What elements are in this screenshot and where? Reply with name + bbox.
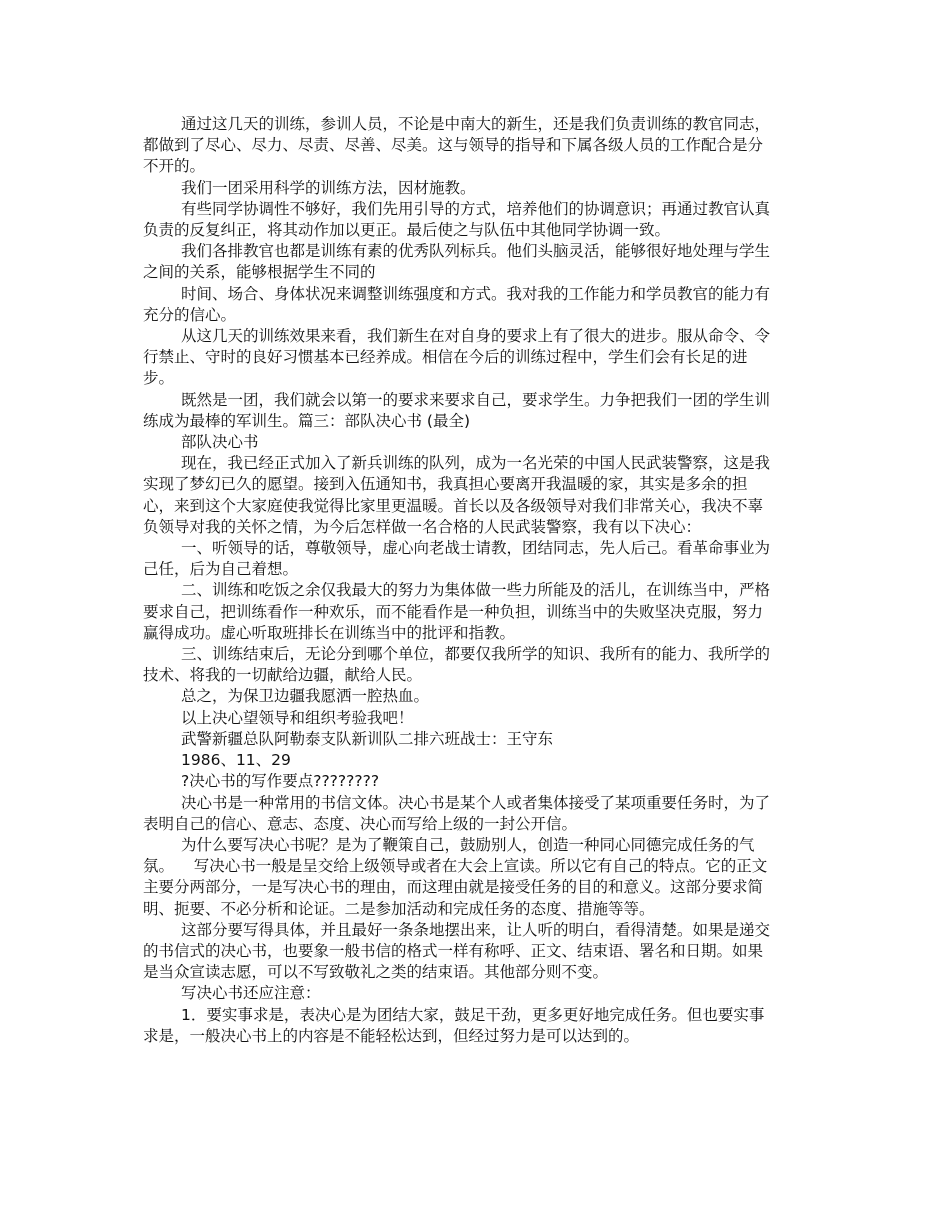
text-line: 之间的关系，能够根据学生不同的 bbox=[143, 263, 376, 282]
text-line: 总之，为保卫边疆我愿洒一腔热血。 bbox=[181, 687, 430, 706]
text-line: 心，来到这个大家庭使我觉得比家里更温暖。首长以及各级领导对我们非常关心，我决不辜 bbox=[143, 496, 764, 515]
text-line: 我们各排教官也都是训练有素的优秀队列标兵。他们头脑灵活，能够很好地处理与学生 bbox=[181, 242, 771, 261]
text-line: 实现了梦幻已久的愿望。接到入伍通知书，我真担心要离开我温暖的家，其实是多余的担 bbox=[143, 475, 748, 494]
text-line: 己任，后为自己着想。 bbox=[143, 560, 299, 579]
text-line: 我们一团采用科学的训练方法，因材施教。 bbox=[181, 178, 476, 197]
text-line: 求是，一般决心书上的内容是不能轻松达到，但经过努力是可以达到的。 bbox=[143, 1026, 640, 1045]
text-line: 为什么要写决心书呢？是为了鞭策自己，鼓励别人，创造一种同心同德完成任务的气 bbox=[181, 835, 755, 854]
text-line: 写决心书还应注意： bbox=[181, 984, 321, 1003]
document-body bbox=[143, 114, 809, 1047]
text-line: 要求自己，把训练看作一种欢乐，而不能看作是一种负担，训练当中的失败坚决克服，努力 bbox=[143, 602, 764, 621]
text-line: 技术、将我的一切献给边疆，献给人民。 bbox=[143, 666, 423, 685]
text-line: 既然是一团，我们就会以第一的要求来要求自己，要求学生。力争把我们一团的学生训 bbox=[181, 390, 771, 409]
text-line: 是当众宣读志愿，可以不写致敬礼之类的结束语。其他部分则不变。 bbox=[143, 963, 609, 982]
text-line: 有些同学协调性不够好，我们先用引导的方式，培养他们的协调意识；再通过教官认真 bbox=[181, 199, 771, 218]
text-line: 负领导对我的关怀之情，为今后怎样做一名合格的人民武装警察，我有以下决心： bbox=[143, 517, 702, 536]
text-line: 决心书是一种常用的书信文体。决心书是某个人或者集体接受了某项重要任务时，为了 bbox=[181, 793, 771, 812]
text-line: 表明自己的信心、意志、态度、决心而写给上级的一封公开信。 bbox=[143, 814, 578, 833]
text-line: 不开的。 bbox=[143, 157, 206, 176]
text-line: 都做到了尽心、尽力、尽责、尽善、尽美。这与领导的指导和下属各级人员的工作配合是分 bbox=[143, 136, 764, 155]
text-line: 1．要实事求是，表决心是为团结大家，鼓足干劲，更多更好地完成任务。但也要实事 bbox=[181, 1005, 765, 1024]
text-line: 这部分要写得具体，并且最好一条条地摆出来，让人听的明白，看得清楚。如果是递交 bbox=[181, 920, 771, 939]
text-line: 的书信式的决心书，也要象一般书信的格式一样有称呼、正文、结束语、署名和日期。如果 bbox=[143, 941, 764, 960]
text-line: 练成为最棒的军训生。篇三：部队决心书 (最全) bbox=[143, 411, 471, 430]
text-line: 武警新疆总队阿勒泰支队新训队二排六班战士：王守东 bbox=[181, 729, 554, 748]
text-line: 氛。 写决心书一般是呈交给上级领导或者在大会上宣读。所以它有自己的特点。它的正文 bbox=[143, 857, 768, 876]
text-line: 现在，我已经正式加入了新兵训练的队列，成为一名光荣的中国人民武装警察，这是我 bbox=[181, 454, 771, 473]
text-line: ?决心书的写作要点???????? bbox=[181, 772, 380, 791]
text-line: 二、训练和吃饭之余仅我最大的努力为集体做一些力所能及的活儿，在训练当中，严格 bbox=[181, 581, 771, 600]
text-line: 主要分两部分，一是写决心书的理由，而这理由就是接受任务的目的和意义。这部分要求简 bbox=[143, 878, 764, 897]
text-line: 赢得成功。虚心听取班排长在训练当中的批评和指教。 bbox=[143, 623, 516, 642]
text-line: 通过这几天的训练，参训人员，不论是中南大的新生，还是我们负责训练的教官同志， bbox=[181, 115, 771, 133]
text-line: 以上决心望领导和组织考验我吧！ bbox=[181, 708, 414, 727]
text-line: 三、训练结束后，无论分到哪个单位，都要仅我所学的知识、我所有的能力、我所学的 bbox=[181, 645, 771, 664]
text-line: 1986、11、29 bbox=[181, 751, 291, 770]
text-line: 负责的反复纠正，将其动作加以更正。最后使之与队伍中其他同学协调一致。 bbox=[143, 221, 671, 240]
text-line: 步。 bbox=[143, 369, 175, 388]
text-line: 一、听领导的话，尊敬领导，虚心向老战士请教，团结同志，先人后己。看革命事业为 bbox=[181, 539, 771, 558]
text-line: 明、扼要、不必分析和论证。二是参加活动和完成任务的态度、措施等等。 bbox=[143, 899, 655, 918]
text-line: 部队决心书 bbox=[181, 433, 259, 452]
text-line: 时间、场合、身体状况来调整训练强度和方式。我对我的工作能力和学员教官的能力有 bbox=[181, 284, 771, 303]
text-line: 行禁止、守时的良好习惯基本已经养成。相信在今后的训练过程中，学生们会有长足的进 bbox=[143, 348, 748, 367]
text-line: 从这几天的训练效果来看，我们新生在对自身的要求上有了很大的进步。服从命令、令 bbox=[181, 327, 771, 346]
text-line: 充分的信心。 bbox=[143, 305, 237, 324]
